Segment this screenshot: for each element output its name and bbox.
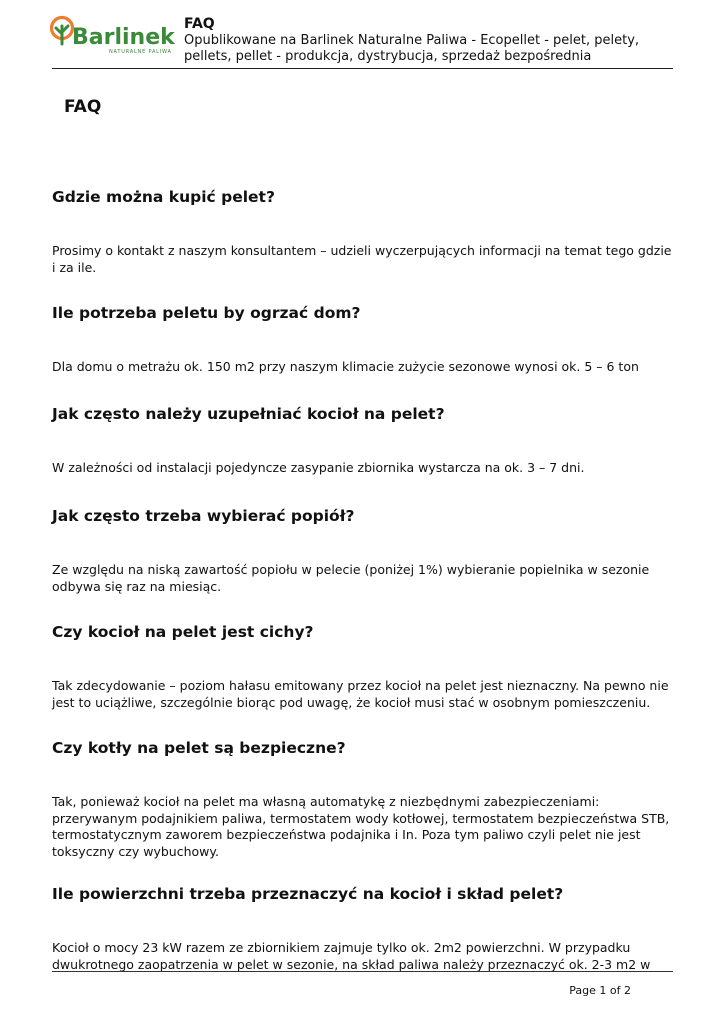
faq-answer: Tak zdecydowanie – poziom hałasu emitowany przez kocioł na pelet jest nieznaczny. Na pewno nie jest to uciążliwe, szczególnie biorąc pod uwagę, że kocioł musi stać w osobnym pomieszczeniu. <box>52 678 669 710</box>
faq-answer: Dla domu o metrażu ok. 150 m2 przy naszym klimacie zużycie sezonowe wynosi ok. 5 – 6 ton <box>52 359 639 374</box>
faq-answer: Kocioł o mocy 23 kW razem ze zbiornikiem zajmuje tylko ok. 2m2 powierzchni. W przypadku dwukrotnego zaopatrzenia w pelet w sezonie, na skład paliwa należy przeznaczyć ok. 2-3 m2 w <box>52 940 651 972</box>
faq-question: Ile powierzchni trzeba przeznaczyć na kocioł i skład pelet? <box>52 885 564 903</box>
faq-item <box>52 738 672 860</box>
faq-question: Jak często trzeba wybierać popiół? <box>52 507 355 525</box>
tree-icon <box>52 18 73 45</box>
faq-question: Czy kocioł na pelet jest cichy? <box>52 623 314 641</box>
faq-item <box>52 622 672 711</box>
page-header <box>0 0 725 72</box>
faq-item <box>52 303 672 376</box>
barlinek-logo <box>50 14 176 56</box>
logo-wordmark: Barlinek <box>72 25 175 50</box>
logo-tagline: NATURALNE PALIWA <box>109 49 172 55</box>
page-number: Page 1 of 2 <box>569 984 631 997</box>
faq-answer: Tak, ponieważ kocioł na pelet ma własną automatykę z niezbędnymi zabezpieczeniami: przerywanym podajnikiem paliwa, termostatem wody kotłowej, termostatem bezpieczeństwa STB, termostatycznym zaworem bezpieczeństwa podajnika i In. Poza tym paliwo czyli pelet nie jest toksyczny czy wybuchowy. <box>52 794 670 859</box>
faq-question: Jak często należy uzupełniać kocioł na pelet? <box>52 405 445 423</box>
faq-question: Ile potrzeba peletu by ogrzać dom? <box>52 304 361 322</box>
faq-question: Czy kotły na pelet są bezpieczne? <box>52 739 346 757</box>
faq-answer: Prosimy o kontakt z naszym konsultantem – udzieli wyczerpujących informacji na temat tego gdzie i za ile. <box>52 243 672 275</box>
header-title: FAQ <box>184 16 215 32</box>
faq-question: Gdzie można kupić pelet? <box>52 188 275 206</box>
faq-item <box>52 404 672 477</box>
faq-item <box>52 506 672 595</box>
faq-item <box>52 187 672 276</box>
faq-item <box>52 884 672 973</box>
header-divider <box>52 68 673 69</box>
faq-answer: Ze względu na niską zawartość popiołu w pelecie (poniżej 1%) wybieranie popielnika w sezonie odbywa się raz na miesiąc. <box>52 562 650 594</box>
footer-divider <box>52 971 673 972</box>
header-subtitle: Opublikowane na Barlinek Naturalne Paliwa - Ecopellet - pelet, pelety, pellets, pellet - produkcja, dystrybucja, sprzedaż bezpośrednia <box>184 33 640 64</box>
faq-answer: W zależności od instalacji pojedyncze zasypanie zbiornika wystarcza na ok. 3 – 7 dni. <box>52 460 585 475</box>
page-title: FAQ <box>64 97 102 117</box>
